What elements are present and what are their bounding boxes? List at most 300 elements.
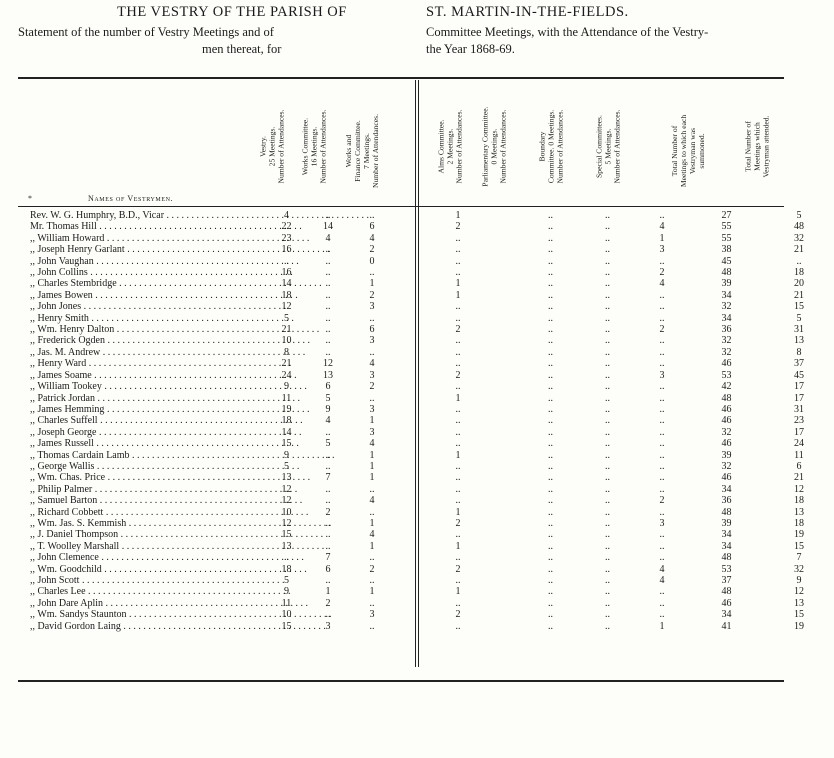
vestryman-name-cell [18,256,266,267]
subtitle-right-1: Committee Meetings, with the Attendance of the Vestry- [426,25,709,39]
table-cell: .. [605,540,610,552]
table-cell: .. [605,586,610,598]
table-cell: .. [548,324,553,336]
table-cell: 3 [369,335,375,347]
table-cell: 9 [796,575,802,586]
table-row [18,370,834,381]
table-row [18,290,834,301]
table-cell: 37 [721,575,732,586]
table-cell: 2 [369,244,375,256]
table-cell: .. [548,267,553,279]
table-cell: .. [659,358,665,370]
table-cell: .. [548,552,553,564]
table-cell: .. [455,358,461,370]
vestryman-name: ,, Charles Suffell . . . [30,415,266,426]
table-cell: 11 [281,392,292,404]
table-cell: 48 [721,267,732,279]
vestryman-name: ,, Wm. Henry Dalton . . . [30,324,266,335]
table-cell: .. [455,620,461,632]
table-cell: .. [605,449,610,461]
vestryman-name: ,, James Soame . . . [30,370,266,381]
table-cell: .. [325,449,331,461]
table-cell: 4 [369,358,375,370]
table-cell: .. [605,312,610,324]
vestryman-name-cell [18,210,266,221]
table-cell: .. [325,460,331,472]
table-cell: .. [659,506,665,518]
header-star: * [28,194,32,203]
vestryman-name: ,, Wm. Chas. Price . . . [30,472,266,483]
table-row [18,461,834,472]
table-cell: 53 [721,369,732,381]
table-cell: .. [659,392,665,404]
table-cell: 13 [281,472,292,484]
table-cell: .. [548,620,553,632]
table-cell: 22 [281,221,292,233]
column-header-alms: Alms Committee. 2 Meetings. Number of Attendances. [436,109,464,184]
table-cell: 55 [721,221,732,233]
vestryman-name: ,, Jas. M. Andrew . . . [30,347,266,358]
table-cell: 5 [284,460,289,472]
table-cell: 2 [325,506,331,518]
table-cell: 18 [794,495,804,507]
vestryman-name-cell [18,324,266,335]
table-row [18,381,834,392]
table-cell: 10 [281,609,292,621]
table-cell: .. [455,301,461,313]
table-cell: .. [455,575,461,586]
table-cell: .. [548,369,553,381]
table-cell: .. [325,324,331,336]
table-cell: 34 [721,289,732,301]
vestryman-name: ,, Wm. Goodchild . . . [30,564,266,575]
table-cell: .. [325,529,331,541]
table-cell: .. [369,346,375,358]
table-cell: .. [369,312,375,324]
table-cell: 1 [369,586,375,598]
table-row [18,324,834,335]
vestryman-name-cell [18,404,266,415]
table-row [18,518,834,529]
table-cell: .. [605,483,610,495]
title-left: THE VESTRY OF THE PARISH OF [117,4,347,20]
table-cell: 5 [325,392,331,404]
table-cell: .. [605,346,610,358]
table-cell: .. [325,540,331,552]
vestryman-name-cell [18,450,266,461]
table-cell: .. [659,426,665,438]
table-cell: 34 [721,540,732,552]
table-cell: .. [548,415,553,427]
names-header: Names of Vestrymen. [88,194,174,203]
table-cell: .. [605,232,610,244]
table-cell: .. [369,597,375,609]
table-cell: 19 [281,403,292,415]
table-cell: 1 [455,540,461,552]
table-cell: .. [605,210,610,221]
table-cell: 2 [369,563,375,575]
table-cell: .. [605,244,610,256]
vestryman-name-cell [18,221,266,232]
vestryman-name: ,, Charles Stembridge . . . [30,278,266,289]
table-cell: 11 [794,449,804,461]
table-cell: 2 [455,563,461,575]
table-cell: 32 [794,563,804,575]
table-cell: .. [548,346,553,358]
table-cell: .. [455,244,461,256]
vestryman-name: ,, John Vaughan . . . [30,256,266,267]
table-cell: .. [548,403,553,415]
table-cell: 1 [659,620,665,632]
table-cell: .. [659,346,665,358]
vestryman-name-cell [18,518,266,529]
table-cell: 1 [659,232,665,244]
table-cell: 3 [369,609,375,621]
table-cell: 6 [369,324,375,336]
table-cell: .. [325,609,331,621]
table-cell: 7 [325,552,331,564]
table-cell: 14 [323,221,333,233]
vestryman-name: ,, Thomas Cardain Lamb . . . [30,450,266,461]
column-header-works-finance: Works and Finance Committee. 7 Meetings. Number of Attendances. [344,113,380,189]
table-cell: 1 [325,586,331,598]
vestryman-name-cell [18,335,266,346]
table-cell: .. [605,563,610,575]
table-cell: .. [455,335,461,347]
table-cell: .. [605,403,610,415]
table-cell: 32 [721,346,732,358]
table-cell: .. [284,552,289,564]
table-cell: 9 [284,449,289,461]
table-cell: 16 [281,267,292,279]
table-row [18,472,834,483]
table-cell: 13 [794,506,804,518]
table-cell: 5 [796,210,802,221]
table-cell: .. [548,221,553,233]
table-cell: 2 [325,597,331,609]
table-cell: .. [659,460,665,472]
table-cell: .. [369,620,375,632]
table-cell: .. [548,392,553,404]
table-row [18,450,834,461]
table-cell: .. [659,415,665,427]
table-cell: 9 [284,586,289,598]
table-cell: 19 [794,529,804,541]
table-cell: 46 [721,597,732,609]
table-cell: 1 [369,540,375,552]
vestryman-name: ,, William Howard . . . [30,233,266,244]
table-cell: .. [548,255,553,267]
table-cell: .. [605,438,610,450]
table-cell: 3 [325,620,331,632]
table-cell: .. [548,597,553,609]
table-cell: 15 [281,529,292,541]
table-cell: 1 [455,586,461,598]
vestryman-name-cell [18,586,266,597]
table-cell: .. [455,472,461,484]
table-cell: .. [605,369,610,381]
vestryman-name: ,, Wm. Jas. S. Kemmish . . . [30,518,266,529]
table-cell: .. [605,517,610,529]
vestryman-name: ,, William Tookey . . . [30,381,266,392]
vestryman-name: ,, Philip Palmer . . . [30,484,266,495]
vestryman-name-cell [18,381,266,392]
table-row [18,347,834,358]
table-cell: 34 [721,529,732,541]
table-row [18,621,834,632]
vestryman-name: ,, Charles Lee . . . [30,586,266,597]
table-cell: 12 [794,483,804,495]
table-cell: 1 [455,289,461,301]
table-cell: .. [455,312,461,324]
vestryman-name: ,, Samuel Barton . . . [30,495,266,506]
table-cell: 12 [281,495,292,507]
vestryman-name-cell [18,427,266,438]
table-cell: 2 [455,369,461,381]
table-cell: .. [548,210,553,221]
table-cell: .. [548,358,553,370]
table-cell: .. [548,540,553,552]
table-row [18,495,834,506]
table-cell: 9 [284,381,289,393]
table-row [18,541,834,552]
table-cell: 34 [721,312,732,324]
table-cell: 12 [281,517,292,529]
table-cell: .. [659,403,665,415]
table-cell: 21 [281,358,292,370]
table-cell: .. [605,415,610,427]
table-row [18,415,834,426]
table-cell: 6 [369,221,375,233]
table-cell: .. [548,289,553,301]
column-header-total-attended: Total Number of Meetings which Vestryman attended. [743,115,771,178]
table-cell: 7 [325,472,331,484]
vestryman-name: ,, James Russell . . . [30,438,266,449]
table-cell: 1 [455,210,461,221]
table-cell: 48 [721,392,732,404]
table-cell: .. [548,312,553,324]
vestryman-name: ,, John Scott . . . [30,575,266,586]
table-cell: 48 [794,221,804,233]
table-cell: .. [548,472,553,484]
table-cell: .. [659,540,665,552]
table-cell: .. [548,278,553,290]
table-cell: 4 [369,232,375,244]
subtitle-left-1: Statement of the number of Vestry Meetings and of [18,25,274,39]
table-cell: 10 [281,335,292,347]
table-row [18,233,834,244]
table-cell: 21 [281,324,292,336]
table-cell: 32 [721,426,732,438]
table-cell: .. [548,381,553,393]
table-cell: 10 [281,506,292,518]
table-row [18,278,834,289]
vestryman-name: ,, Patrick Jordan . . . [30,393,266,404]
table-cell: 21 [794,472,804,484]
vestryman-name-cell [18,233,266,244]
table-cell: 1 [455,449,461,461]
table-cell: .. [605,506,610,518]
table-cell: 32 [794,232,804,244]
table-cell: 2 [455,517,461,529]
column-header-boundary: Boundary Committee. 0 Meetings. Number of Attendances. [537,109,565,184]
table-cell: .. [325,244,331,256]
vestryman-name: ,, John Collins . . . [30,267,266,278]
bottom-rule [18,680,784,682]
table-cell: 21 [794,289,804,301]
table-cell: 32 [721,335,732,347]
table-cell: 1 [369,472,375,484]
table-row [18,552,834,563]
subtitle-left-2: men thereat, for [202,42,282,56]
vestryman-name-cell [18,495,266,506]
table-cell: 15 [281,620,292,632]
vestryman-name-cell [18,278,266,289]
table-row [18,313,834,324]
table-cell: 46 [721,415,732,427]
table-cell: 1 [369,415,375,427]
table-cell: .. [325,267,331,279]
table-cell: 24 [281,369,292,381]
table-cell: .. [659,597,665,609]
table-cell: 3 [369,426,375,438]
table-cell: .. [659,210,665,221]
vestryman-name-cell [18,552,266,563]
table-cell: .. [659,529,665,541]
table-cell: 12 [794,586,804,598]
table-cell: 17 [794,381,804,393]
table-cell: 1 [455,506,461,518]
vestryman-name: ,, Frederick Ogden . . . [30,335,266,346]
table-cell: 46 [721,438,732,450]
table-cell: 1 [369,449,375,461]
table-cell: .. [455,403,461,415]
table-cell: 2 [659,267,665,279]
table-row [18,598,834,609]
vestryman-name-cell [18,609,266,620]
table-row [18,404,834,415]
table-cell: 31 [794,324,804,336]
table-cell: .. [548,586,553,598]
table-cell: .. [548,244,553,256]
table-cell: 37 [794,358,804,370]
table-cell: .. [455,483,461,495]
vestryman-name: ,, James Bowen . . . [30,290,266,301]
table-cell: .. [369,575,375,586]
top-rule [18,77,784,79]
table-cell: .. [325,483,331,495]
table-cell: 15 [794,609,804,621]
column-header-vestry: Vestry. 25 Meetings. Number of Attendances. [258,109,286,184]
vestryman-name: ,, George Wallis . . . [30,461,266,472]
table-cell: .. [605,495,610,507]
table-cell: 55 [721,232,732,244]
table-cell: .. [548,232,553,244]
table-cell: 46 [721,403,732,415]
table-cell: 34 [721,609,732,621]
table-cell: .. [455,346,461,358]
table-cell: 1 [369,278,375,290]
table-cell: .. [659,301,665,313]
table-cell: 39 [721,278,732,290]
table-cell: .. [455,381,461,393]
table-cell: 4 [284,210,289,221]
table-cell: 48 [721,552,732,564]
table-cell: 4 [659,221,665,233]
table-cell: 18 [281,415,292,427]
table-row [18,609,834,620]
table-cell: 4 [369,495,375,507]
table-cell: 13 [281,540,292,552]
table-cell: .. [325,426,331,438]
table-cell: .. [605,620,610,632]
table-cell: 7 [796,552,802,564]
table-row [18,256,834,267]
table-cell: .. [605,335,610,347]
table-cell: .. [284,255,289,267]
table-cell: .. [659,552,665,564]
vestryman-name-cell [18,529,266,540]
table-cell: 4 [325,415,331,427]
table-row [18,358,834,369]
table-cell: .. [659,381,665,393]
table-cell: 18 [281,563,292,575]
table-cell: .. [455,426,461,438]
table-cell: 5 [284,575,289,586]
table-cell: .. [605,301,610,313]
table-cell: .. [455,232,461,244]
table-cell: 4 [659,563,665,575]
table-cell: 2 [369,289,375,301]
table-cell: .. [605,529,610,541]
attendance-table [18,210,834,632]
table-cell: 12 [281,301,292,313]
table-cell: .. [325,289,331,301]
table-cell: 4 [369,529,375,541]
table-cell: .. [605,460,610,472]
column-header-special: Special Committees. 5 Meetings. Number of Attendances. [594,109,622,184]
table-row [18,210,834,221]
table-row [18,244,834,255]
table-cell: .. [455,460,461,472]
table-cell: 24 [794,438,804,450]
table-cell: 9 [325,403,331,415]
table-cell: .. [796,255,802,267]
table-cell: 46 [721,358,732,370]
table-cell: .. [455,552,461,564]
table-cell: .. [548,563,553,575]
table-cell: .. [548,483,553,495]
table-cell: .. [605,255,610,267]
column-header-works: Works Committee. 16 Meetings. Number of Attendances. [300,109,328,184]
table-cell: .. [605,575,610,586]
table-cell: 4 [325,232,331,244]
table-cell: 34 [721,483,732,495]
table-cell: .. [369,267,375,279]
table-cell: .. [659,335,665,347]
table-cell: .. [605,221,610,233]
table-cell: 12 [281,483,292,495]
table-cell: .. [605,552,610,564]
table-cell: .. [605,278,610,290]
table-cell: 48 [721,506,732,518]
table-cell: 18 [794,267,804,279]
table-cell: .. [548,609,553,621]
table-cell: 23 [281,232,292,244]
table-cell: 32 [721,460,732,472]
table-cell: 31 [794,403,804,415]
table-cell: .. [455,495,461,507]
